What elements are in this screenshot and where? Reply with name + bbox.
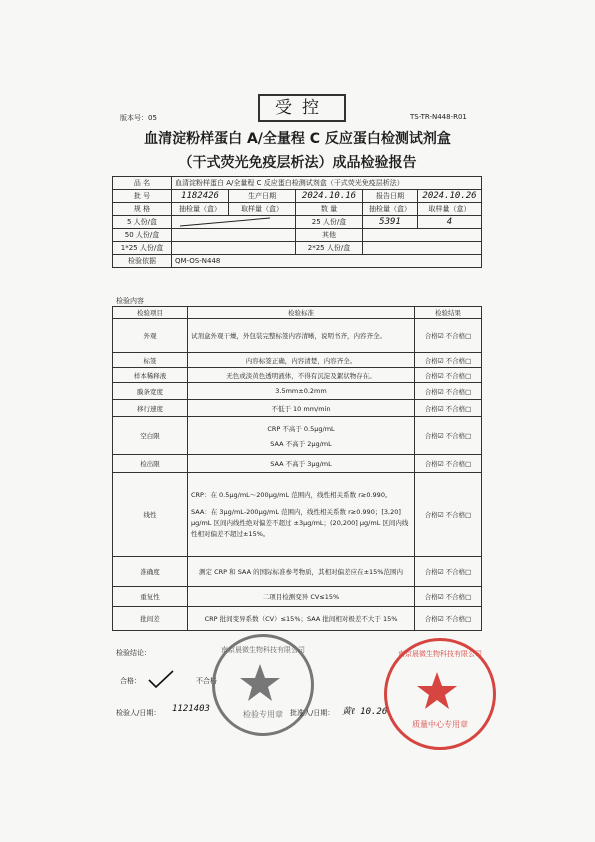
table-row [113,607,482,631]
table-row [113,417,482,455]
row-std: SAA 不高于 3μg/mL [188,455,415,473]
spec-5-empty [172,216,296,229]
table-row [113,383,482,400]
table-row [113,587,482,607]
spec-2x25-empty [363,242,482,255]
batch-value: 1182426 [172,190,229,203]
row-item: 样本稀释液 [113,368,188,383]
row-item: 准确度 [113,557,188,587]
row-std: 内容标签正确，内容清楚，内容齐全。 [188,353,415,368]
row-item: 标签 [113,353,188,368]
reviewer-label: 批准人/日期： [290,709,335,717]
basis-label: 检验依据 [113,255,172,268]
info-table [112,176,482,268]
spec-row-label: 规 格 [113,203,172,216]
row-result: 合格☑ 不合格□ [415,417,482,455]
row-item: 批间差 [113,607,188,631]
spec-1x25-empty [172,242,296,255]
row-item: 移行速度 [113,400,188,417]
spec-50: 50 人份/盒 [113,229,172,242]
row-std [188,473,415,557]
row-result: 合格☑ 不合格□ [415,400,482,417]
qty-label: 数 量 [296,203,363,216]
row-item: 线性 [113,473,188,557]
row-std: CRP 批间变异系数（CV）≤15%；SAA 批间相对极差不大于 15% [188,607,415,631]
table-row [113,473,482,557]
batch-label: 批 号 [113,190,172,203]
product-label: 品 名 [113,177,172,190]
spec-25-sample: 4 [418,216,482,229]
header-item: 检验项目 [113,307,188,319]
row-std-line1: CRP：在 0.5μg/mL～200μg/mL 范围内，线性相关系数 r≥0.990。 [191,490,392,499]
row-std: 测定 CRP 和 SAA 的国际标准参考物质，其相对偏差应在±15%范围内 [188,557,415,587]
spec-1x25: 1*25 人份/盒 [113,242,172,255]
quality-seal [384,638,496,750]
row-item: 外观 [113,319,188,353]
conclusion-label: 检验结论： [116,649,151,657]
inspector-label: 检验人/日期： [116,709,161,717]
row-std: 试剂盒外观干燥，外包装完整标签内容清晰，说明书齐，内容齐全。 [188,319,415,353]
table-row [113,319,482,353]
seal-text: 南京晨微生物科技有限公司 [398,650,482,658]
row-result: 合格☑ 不合格□ [415,353,482,368]
spec-5: 5 人份/盒 [113,216,172,229]
title-line2: （干式荧光免疫层析法）成品检验报告 [178,155,417,171]
row-result: 合格☑ 不合格□ [415,319,482,353]
row-item: 空白限 [113,417,188,455]
row-std-line2: SAA 不高于 2μg/mL [270,439,332,448]
table-row [113,455,482,473]
row-item: 膜条宽度 [113,383,188,400]
sample-qty-label: 取样量（盒） [229,203,296,216]
row-std: 3.5mm±0.2mm [188,383,415,400]
row-result: 合格☑ 不合格□ [415,455,482,473]
row-std [188,417,415,455]
row-item: 检出限 [113,455,188,473]
table-row [113,368,482,383]
conclusion-fail-label: 不合格 [196,677,217,685]
sample-qty2-label: 取样量（盒） [418,203,482,216]
inspection-table [112,306,482,631]
seal-text: 南京晨微生物科技有限公司 [221,646,305,654]
report-date-label: 报告日期 [363,190,418,203]
strike-line [175,217,275,227]
row-std: 不低于 10 mm/min [188,400,415,417]
row-std-line1: CRP 不高于 0.5μg/mL [267,424,335,433]
basis-value: QM-OS-N448 [172,255,482,268]
content-label: 检验内容 [116,297,144,305]
spec-25-qty: 5391 [363,216,418,229]
conclusion-pass-label: 合格： [120,677,141,685]
row-std-line2: SAA：在 3μg/mL-200μg/mL 范围内，线性相关系数 r≥0.990；[3,20] μg/mL 区间内线性绝对偏差不超过 ±3μg/mL；(20,200] μg/mL 区间内线性相对偏差不超过±15%。 [191,507,409,538]
controlled-stamp: 受控 [258,94,346,122]
version-label: 版本号：05 [120,114,157,122]
inspector-signature: 1121403 [172,704,210,714]
row-std: 二项目检测变异 CV≤15% [188,587,415,607]
other-empty [363,229,482,242]
spec-50-empty [172,229,296,242]
row-result: 合格☑ 不合格□ [415,473,482,557]
check-qty2-label: 抽检量（盒） [363,203,418,216]
row-result: 合格☑ 不合格□ [415,368,482,383]
header-std: 检验标准 [188,307,415,319]
prod-date-label: 生产日期 [229,190,296,203]
row-item: 重复性 [113,587,188,607]
check-mark-icon [146,668,176,690]
header-result: 检验结果 [415,307,482,319]
product-value: 血清淀粉样蛋白 A/全量程 C 反应蛋白检测试剂盒（干式荧光免疫层析法） [172,177,482,190]
report-date-value: 2024.10.26 [418,190,482,203]
inspection-seal [212,634,314,736]
spec-25: 25 人份/盒 [296,216,363,229]
check-qty-label: 抽检量（盒） [172,203,229,216]
table-row [113,353,482,368]
row-result: 合格☑ 不合格□ [415,587,482,607]
seal-sub: 质量中心专用章 [412,720,468,729]
doc-id: TS-TR-N448-R01 [410,113,467,121]
table-row [113,557,482,587]
seal-sub: 检验专用章 [243,710,283,719]
title-line1: 血清淀粉样蛋白 A/全量程 C 反应蛋白检测试剂盒 [144,131,451,147]
prod-date-value: 2024.10.16 [296,190,363,203]
table-row [113,400,482,417]
row-result: 合格☑ 不合格□ [415,607,482,631]
spec-2x25: 2*25 人份/盒 [296,242,363,255]
row-result: 合格☑ 不合格□ [415,557,482,587]
other-label: 其他 [296,229,363,242]
row-std: 无色或淡黄色透明液体，不得有沉淀及絮状物存在。 [188,368,415,383]
reviewer-signature: 黄ℓ 10.26 [342,707,388,717]
row-result: 合格☑ 不合格□ [415,383,482,400]
